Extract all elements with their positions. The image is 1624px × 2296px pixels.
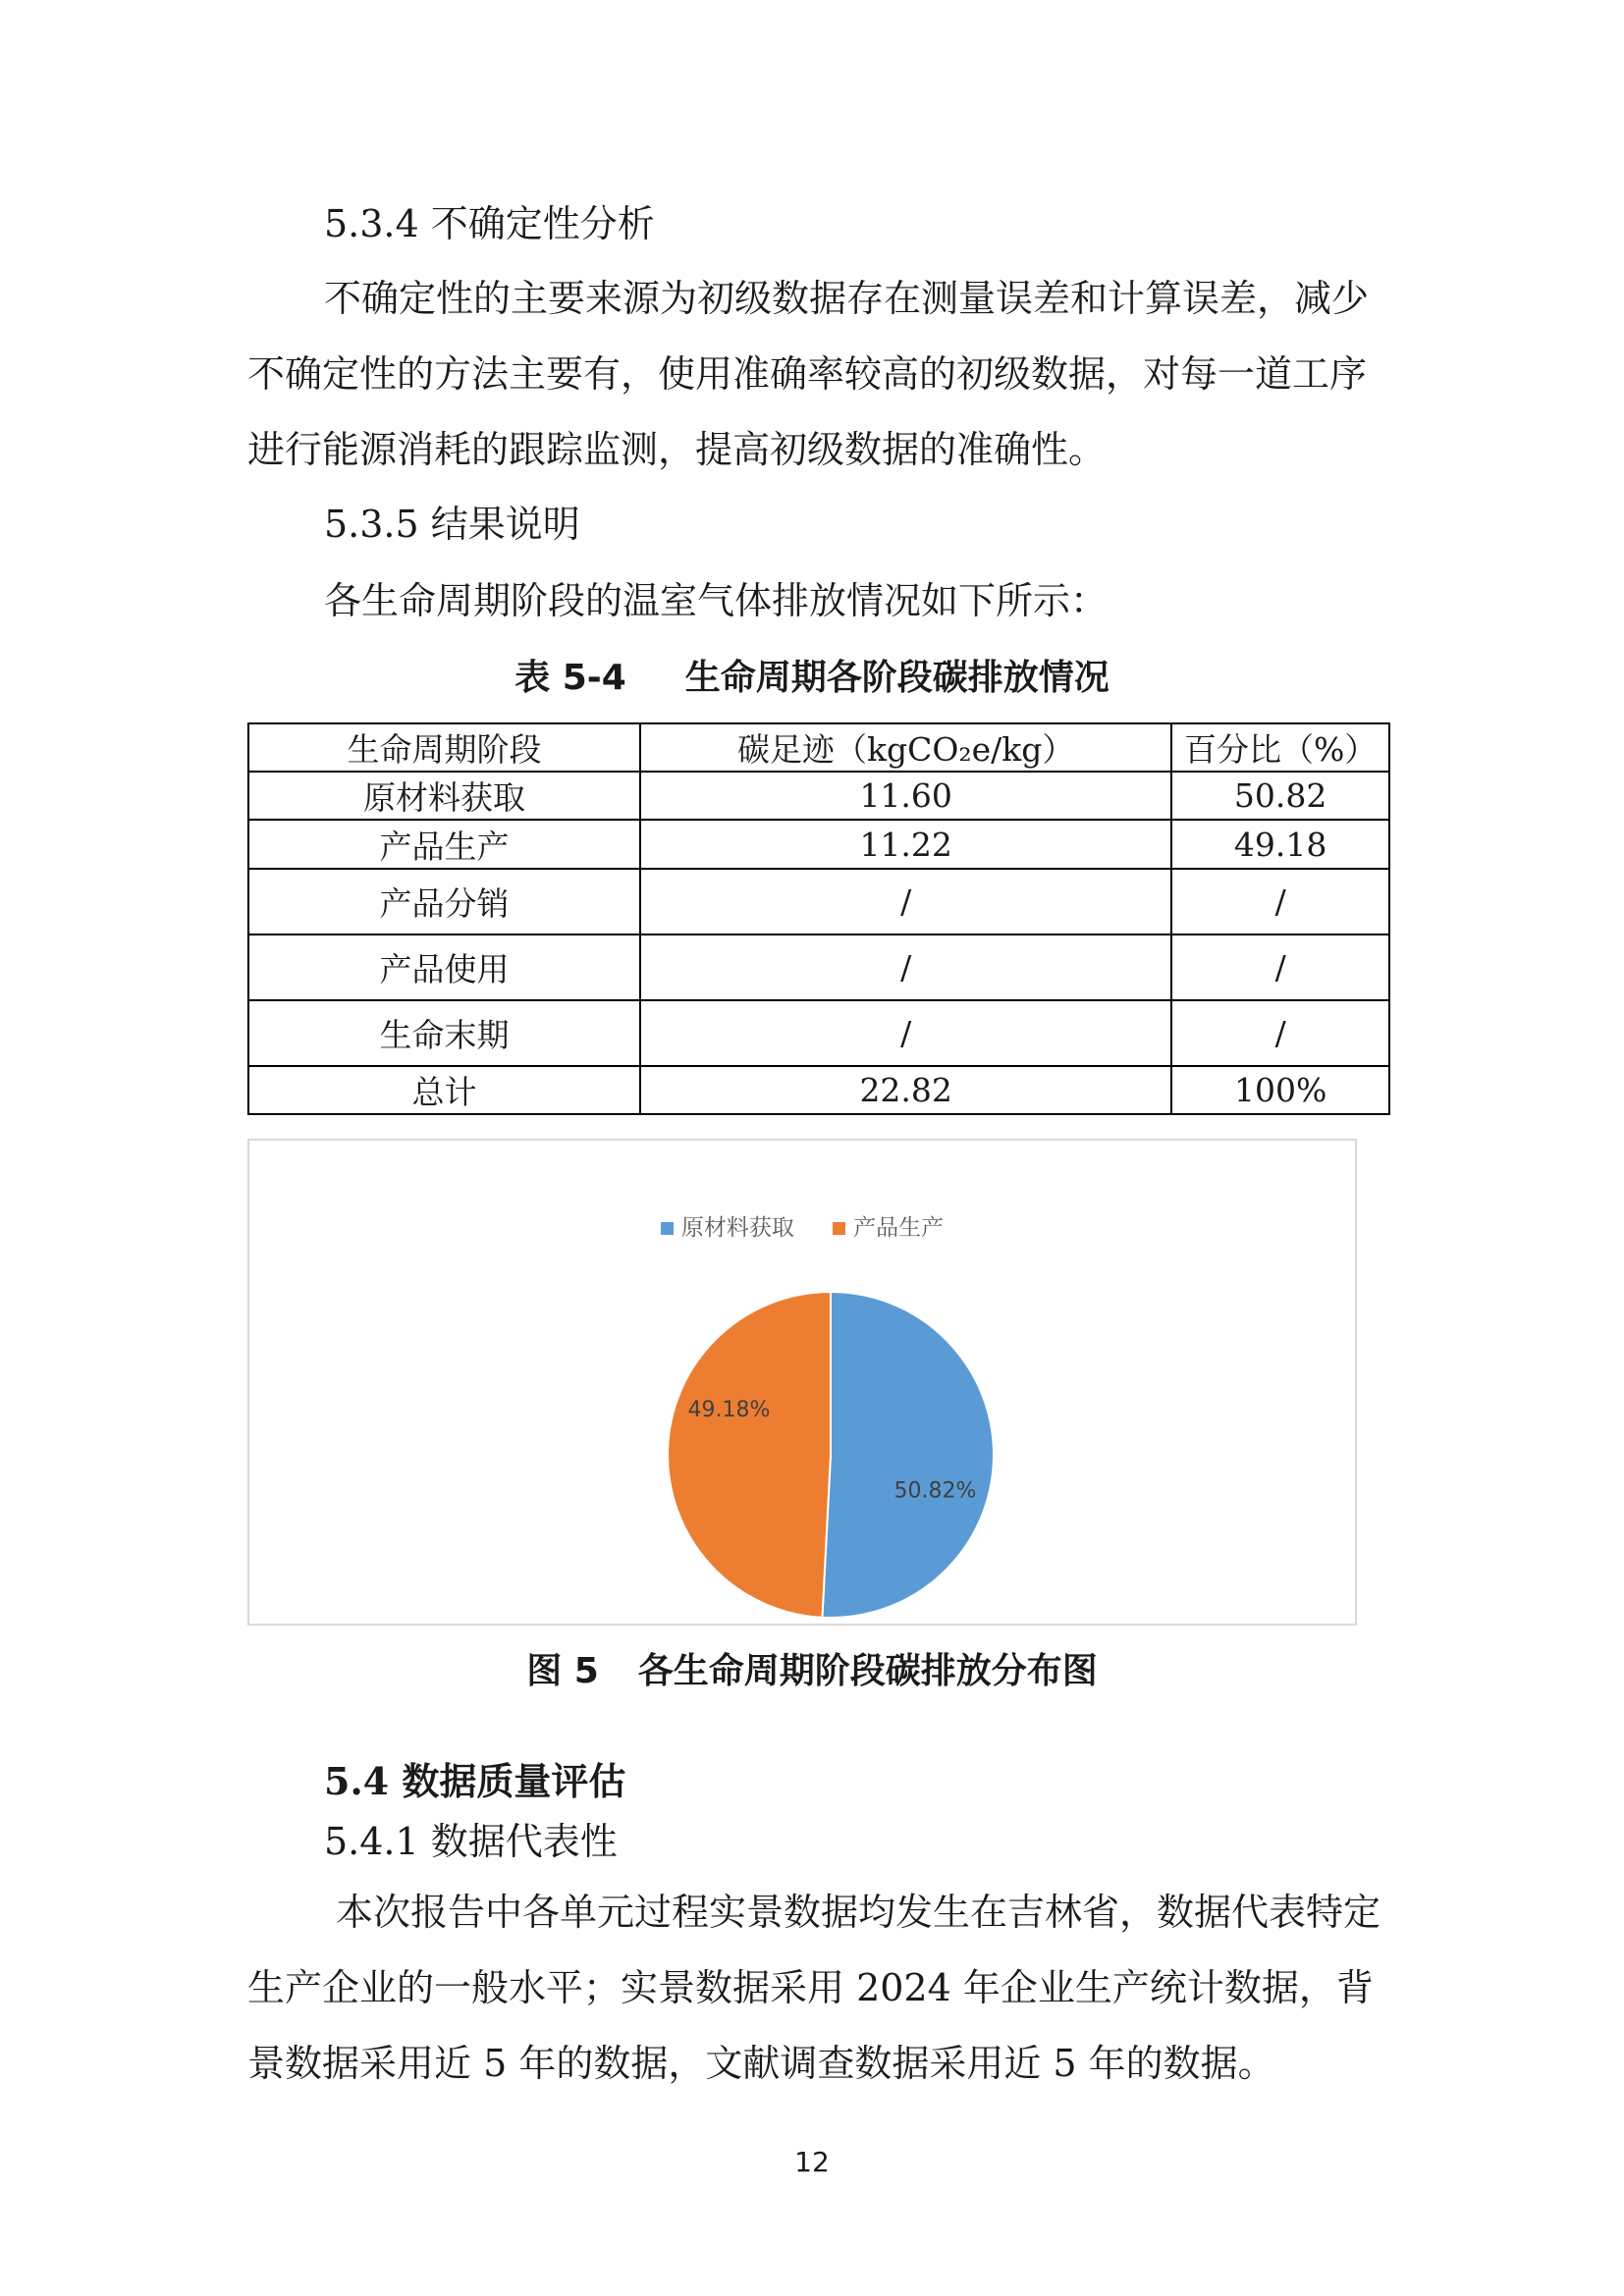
section-heading-5-4: 5.4 数据质量评估: [324, 1759, 626, 1803]
pie-slice-production: [668, 1292, 831, 1618]
pie-data-label-raw-material: 50.82%: [893, 1478, 977, 1504]
table-cell: /: [640, 1000, 1171, 1066]
table-cell: 产品使用: [248, 934, 640, 1000]
representativeness-paragraph: [247, 1875, 1390, 2102]
pie-chart-frame: [247, 1139, 1357, 1626]
table-row: [248, 1000, 1389, 1066]
table-row: [248, 934, 1389, 1000]
section-heading-5-3-4: 5.3.4 不确定性分析: [324, 202, 655, 245]
table-cell: 11.60: [640, 772, 1171, 820]
table-caption-title: 生命周期各阶段碳排放情况: [684, 658, 1110, 698]
table-row: [248, 820, 1389, 869]
table-cell: /: [640, 869, 1171, 934]
table-cell: 总计: [248, 1066, 640, 1114]
section-heading-5-4-1: 5.4.1 数据代表性: [324, 1820, 618, 1863]
uncertainty-text: 不确定性的主要来源为初级数据存在测量误差和计算误差，减少不确定性的方法主要有，使用准确率较高的初级数据，对每一道工序进行能源消耗的跟踪监测，提高初级数据的准确性。: [247, 277, 1370, 471]
table-row: [248, 772, 1389, 820]
section-heading-5-3-5: 5.3.5 结果说明: [324, 503, 580, 546]
table-header-row: [248, 723, 1389, 772]
legend-label-production: 产品生产: [853, 1215, 945, 1241]
table-cell: 22.82: [640, 1066, 1171, 1114]
page-number: 12: [794, 2146, 830, 2178]
table-cell: 50.82: [1171, 772, 1389, 820]
pie-slice-raw-material: [822, 1292, 994, 1618]
table-row: [248, 869, 1389, 934]
table-cell: 11.22: [640, 820, 1171, 869]
representativeness-text: 本次报告中各单元过程实景数据均发生在吉林省，数据代表特定生产企业的一般水平；实景数据采用 2024 年企业生产统计数据，背景数据采用近 5 年的数据，文献调查数据采用近 5 年的数据。: [247, 1891, 1381, 2085]
figure-caption-number: 图 5: [526, 1651, 599, 1691]
table-cell: /: [1171, 934, 1389, 1000]
table-cell: /: [1171, 869, 1389, 934]
header-cell-percent: 百分比（%）: [1171, 723, 1389, 772]
results-intro-text: 各生命周期阶段的温室气体排放情况如下所示：: [324, 579, 1109, 622]
figure-caption: [0, 1643, 1624, 1693]
table-total-row: [248, 1066, 1389, 1114]
header-cell-stage: 生命周期阶段: [248, 723, 640, 772]
uncertainty-paragraph: [247, 261, 1390, 488]
table-caption: [0, 650, 1624, 700]
header-cell-footprint: 碳足迹（kgCO₂e/kg）: [640, 723, 1171, 772]
table-caption-number: 表 5-4: [514, 658, 626, 698]
table-cell: 原材料获取: [248, 772, 640, 820]
pie-data-label-production: 49.18%: [687, 1398, 771, 1423]
table-cell: /: [640, 934, 1171, 1000]
legend-label-raw-material: 原材料获取: [680, 1215, 794, 1241]
table-cell: 产品分销: [248, 869, 640, 934]
table-cell: 生命末期: [248, 1000, 640, 1066]
lifecycle-emissions-table: [247, 722, 1390, 1115]
figure-caption-title: 各生命周期阶段碳排放分布图: [637, 1651, 1098, 1691]
table-cell: 49.18: [1171, 820, 1389, 869]
table-cell: 产品生产: [248, 820, 640, 869]
table-cell: 100%: [1171, 1066, 1389, 1114]
pie-chart: [249, 1141, 1355, 1624]
table-cell: /: [1171, 1000, 1389, 1066]
